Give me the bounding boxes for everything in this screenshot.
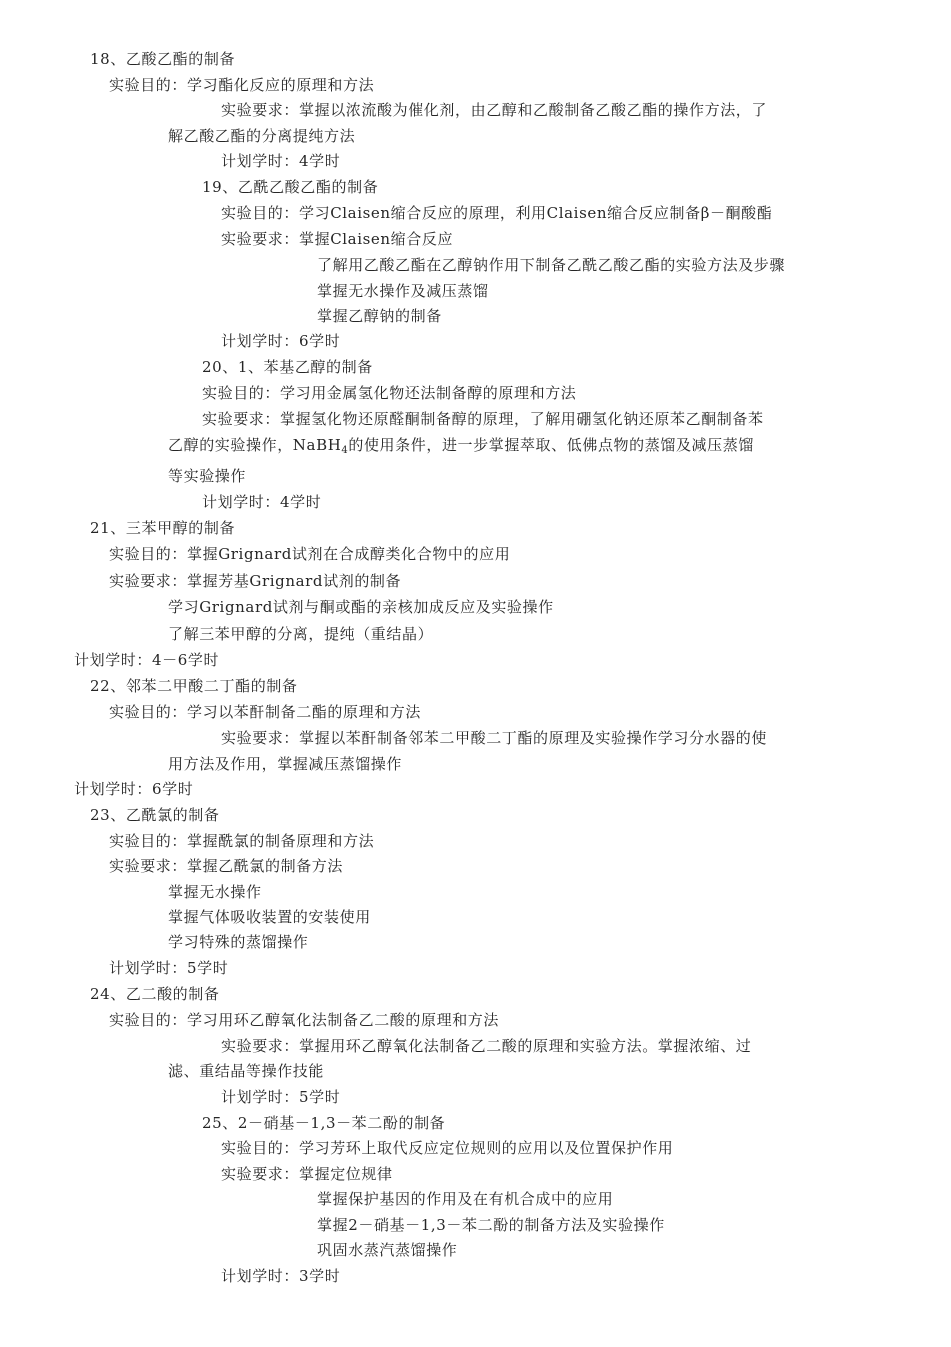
section-18-hours: 计划学时：4学时 (221, 152, 341, 170)
section-21-heading: 21、三苯甲醇的制备 (90, 519, 236, 537)
section-20-requirement-cont (168, 436, 754, 454)
section-21-requirement: 实验要求：掌握芳基Grignard试剂的制备 (109, 572, 402, 590)
section-23-heading: 23、乙酰氯的制备 (90, 806, 220, 824)
section-25-requirement-item: 巩固水蒸汽蒸馏操作 (317, 1241, 458, 1259)
section-21-requirement-item: 学习Grignard试剂与酮或酯的亲核加成反应及实验操作 (168, 598, 554, 616)
section-19-heading: 19、乙酰乙酸乙酯的制备 (202, 178, 379, 196)
section-22-requirement: 实验要求：掌握以苯酐制备邻苯二甲酸二丁酯的原理及实验操作学习分水器的使 (221, 729, 768, 747)
requirement-text-a: 乙醇的实验操作，NaBH (168, 436, 342, 454)
section-18-heading: 18、乙酸乙酯的制备 (90, 50, 236, 68)
section-20-requirement: 实验要求：掌握氢化物还原醛酮制备醇的原理，了解用硼氢化钠还原苯乙酮制备苯 (202, 410, 764, 428)
subscript-4: 4 (341, 445, 349, 456)
section-19-requirement-item: 掌握乙醇钠的制备 (317, 307, 442, 325)
section-25-heading: 25、2－硝基－1,3－苯二酚的制备 (202, 1114, 446, 1132)
section-19-hours: 计划学时：6学时 (221, 332, 341, 350)
section-18-goal: 实验目的：学习酯化反应的原理和方法 (109, 76, 375, 94)
section-25-requirement-item: 掌握2－硝基－1,3－苯二酚的制备方法及实验操作 (317, 1216, 665, 1234)
section-18-requirement-cont: 解乙酸乙酯的分离提纯方法 (168, 127, 356, 145)
section-23-goal: 实验目的：掌握酰氯的制备原理和方法 (109, 832, 375, 850)
section-21-goal: 实验目的：掌握Grignard试剂在合成醇类化合物中的应用 (109, 545, 511, 563)
section-24-requirement-cont: 滤、重结晶等操作技能 (168, 1062, 325, 1080)
section-22-heading: 22、邻苯二甲酸二丁酯的制备 (90, 677, 298, 695)
section-25-requirement: 实验要求：掌握定位规律 (221, 1165, 393, 1183)
section-22-goal: 实验目的：学习以苯酐制备二酯的原理和方法 (109, 703, 422, 721)
section-21-requirement-item: 了解三苯甲醇的分离，提纯（重结晶） (168, 625, 434, 643)
section-20-requirement-cont: 等实验操作 (168, 467, 247, 485)
section-19-requirement: 实验要求：掌握Claisen缩合反应 (221, 230, 454, 248)
section-24-goal: 实验目的：学习用环乙醇氧化法制备乙二酸的原理和方法 (109, 1011, 500, 1029)
section-25-hours: 计划学时：3学时 (221, 1267, 341, 1285)
section-21-hours: 计划学时：4－6学时 (74, 651, 220, 669)
section-25-requirement-item: 掌握保护基因的作用及在有机合成中的应用 (317, 1190, 614, 1208)
section-24-hours: 计划学时：5学时 (221, 1088, 341, 1106)
section-20-hours: 计划学时：4学时 (202, 493, 322, 511)
section-23-requirement-item: 学习特殊的蒸馏操作 (168, 933, 309, 951)
section-25-goal: 实验目的：学习芳环上取代反应定位规则的应用以及位置保护作用 (221, 1139, 674, 1157)
section-20-heading: 20、1、苯基乙醇的制备 (202, 358, 373, 376)
section-23-requirement-item: 掌握无水操作 (168, 883, 262, 901)
requirement-text-b: 的使用条件，进一步掌握萃取、低佛点物的蒸馏及减压蒸馏 (348, 436, 754, 454)
section-24-requirement: 实验要求：掌握用环乙醇氧化法制备乙二酸的原理和实验方法。掌握浓缩、过 (221, 1037, 752, 1055)
section-18-requirement: 实验要求：掌握以浓流酸为催化剂，由乙醇和乙酸制备乙酸乙酯的操作方法，了 (221, 101, 768, 119)
section-19-requirement-item: 掌握无水操作及减压蒸馏 (317, 282, 489, 300)
section-24-heading: 24、乙二酸的制备 (90, 985, 220, 1003)
section-23-requirement-item: 掌握气体吸收装置的安装使用 (168, 908, 371, 926)
section-20-goal: 实验目的：学习用金属氢化物还法制备醇的原理和方法 (202, 384, 577, 402)
section-23-hours: 计划学时：5学时 (109, 959, 229, 977)
section-19-goal: 实验目的：学习Claisen缩合反应的原理，利用Claisen缩合反应制备β－酮酸酯 (221, 204, 773, 222)
section-22-hours: 计划学时：6学时 (74, 780, 194, 798)
section-22-requirement-cont: 用方法及作用，掌握减压蒸馏操作 (168, 755, 403, 773)
section-19-requirement-item: 了解用乙酸乙酯在乙醇钠作用下制备乙酰乙酸乙酯的实验方法及步骤 (317, 256, 786, 274)
section-23-requirement: 实验要求：掌握乙酰氯的制备方法 (109, 857, 344, 875)
